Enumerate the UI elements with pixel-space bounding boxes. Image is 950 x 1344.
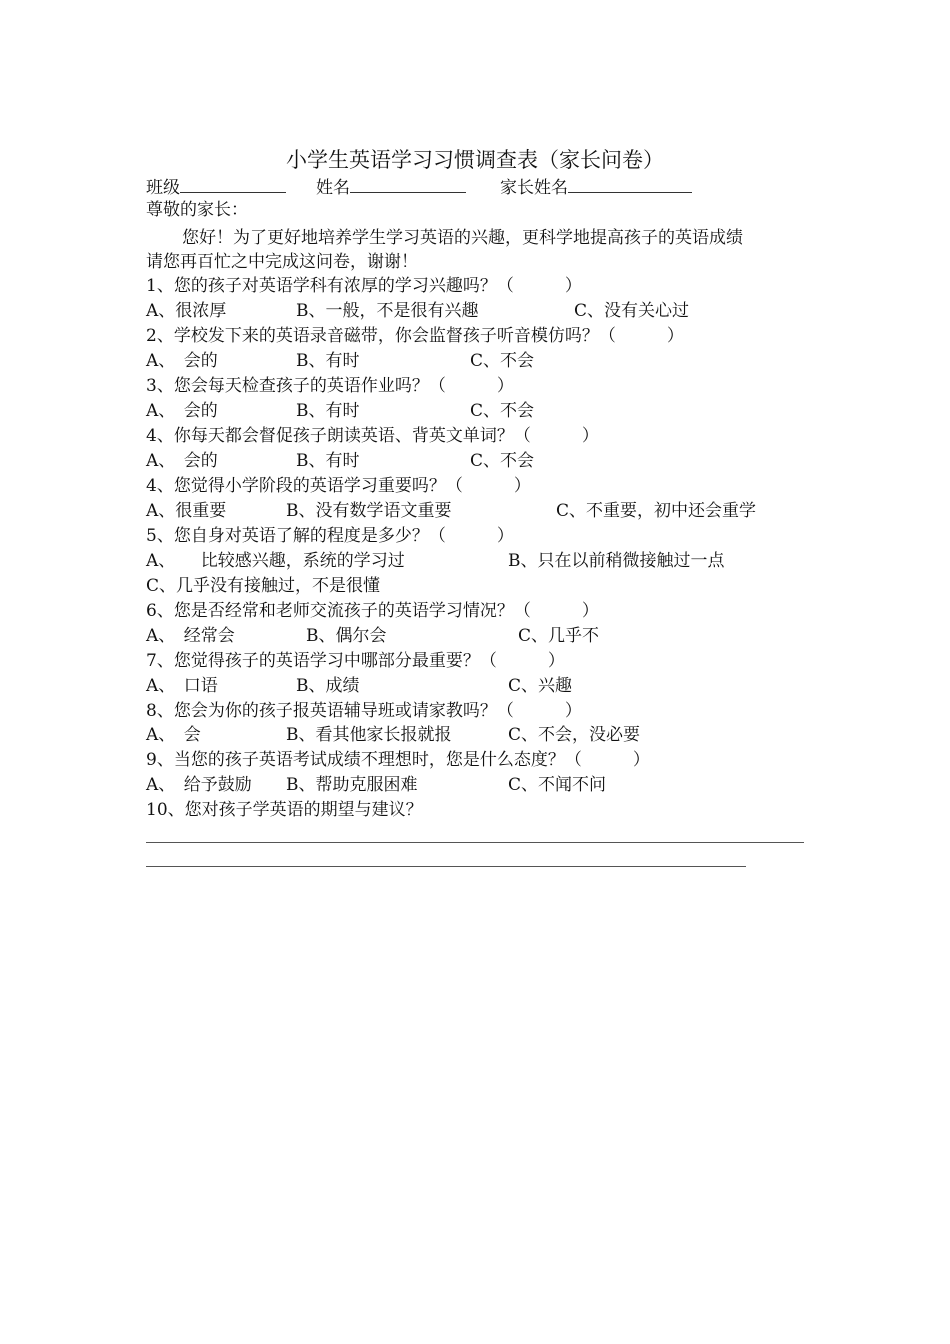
answer-line-1[interactable] (146, 842, 804, 843)
option-a[interactable]: A、 会的 (146, 401, 218, 421)
parent-name-label: 家长姓名 (500, 178, 568, 198)
intro-line-2: 请您再百忙之中完成这问卷，谢谢！ (146, 252, 418, 272)
option-c[interactable]: C、几乎没有接触过，不是很懂 (146, 576, 381, 596)
option-a[interactable]: A、 经常会 (146, 626, 235, 646)
option-c[interactable]: C、几乎不 (518, 626, 600, 646)
option-b[interactable]: B、有时 (296, 401, 360, 421)
option-c[interactable]: C、不会 (470, 451, 535, 471)
question-3: 3、您会每天检查孩子的英语作业吗？（ ） (146, 376, 514, 396)
name-label: 姓名 (316, 178, 350, 198)
question-5: 5、您自身对英语了解的程度是多少？（ ） (146, 526, 514, 546)
name-blank[interactable] (350, 174, 466, 193)
option-c[interactable]: C、兴趣 (508, 676, 573, 696)
answer-line-2[interactable] (146, 866, 746, 867)
option-c[interactable]: C、没有关心过 (574, 301, 690, 321)
option-c[interactable]: C、不会 (470, 401, 535, 421)
question-6: 6、您是否经常和老师交流孩子的英语学习情况？（ ） (146, 601, 599, 621)
parent-name-blank[interactable] (568, 174, 692, 193)
option-a[interactable]: A、 口语 (146, 676, 218, 696)
option-b[interactable]: B、成绩 (296, 676, 360, 696)
class-label: 班级 (146, 178, 180, 198)
option-b[interactable]: B、没有数学语文重要 (286, 501, 452, 521)
option-a[interactable]: A、 会的 (146, 351, 218, 371)
option-a[interactable]: A、 会 (146, 725, 201, 745)
name-field (316, 174, 466, 200)
option-c[interactable]: C、不会，没必要 (508, 725, 641, 745)
option-c[interactable]: C、不闻不问 (508, 775, 607, 795)
option-b[interactable]: B、一般，不是很有兴趣 (296, 301, 479, 321)
question-2: 2、学校发下来的英语录音磁带，你会监督孩子听音模仿吗？（ ） (146, 326, 684, 346)
question-7: 7、您觉得孩子的英语学习中哪部分最重要？（ ） (146, 651, 565, 671)
option-a[interactable]: A、 会的 (146, 451, 218, 471)
greeting: 尊敬的家长： (146, 200, 248, 220)
question-4b: 4、您觉得小学阶段的英语学习重要吗？（ ） (146, 476, 531, 496)
option-a[interactable]: A、 给予鼓励 (146, 775, 252, 795)
option-a[interactable]: A、 比较感兴趣，系统的学习过 (146, 551, 405, 571)
option-b[interactable]: B、只在以前稍微接触过一点 (508, 551, 725, 571)
option-b[interactable]: B、偶尔会 (306, 626, 387, 646)
option-b[interactable]: B、有时 (296, 451, 360, 471)
page-title: 小学生英语学习习惯调查表（家长问卷） (286, 148, 664, 172)
question-10: 10、您对孩子学英语的期望与建议？ (146, 800, 423, 820)
option-a[interactable]: A、很浓厚 (146, 301, 227, 321)
intro-line-1: 您好！为了更好地培养学生学习英语的兴趣，更科学地提高孩子的英语成绩 (182, 228, 743, 248)
question-1: 1、您的孩子对英语学科有浓厚的学习兴趣吗？（ ） (146, 276, 582, 296)
parent-name-field (500, 174, 692, 200)
option-b[interactable]: B、有时 (296, 351, 360, 371)
option-a[interactable]: A、很重要 (146, 501, 227, 521)
class-field (146, 174, 286, 200)
option-c[interactable]: C、不重要，初中还会重学 (556, 501, 757, 521)
question-9: 9、当您的孩子英语考试成绩不理想时，您是什么态度？（ ） (146, 750, 650, 770)
class-blank[interactable] (180, 174, 286, 193)
question-8: 8、您会为你的孩子报英语辅导班或请家教吗？（ ） (146, 701, 582, 721)
option-b[interactable]: B、帮助克服困难 (286, 775, 418, 795)
option-b[interactable]: B、看其他家长报就报 (286, 725, 452, 745)
question-4: 4、你每天都会督促孩子朗读英语、背英文单词？（ ） (146, 426, 599, 446)
option-c[interactable]: C、不会 (470, 351, 535, 371)
